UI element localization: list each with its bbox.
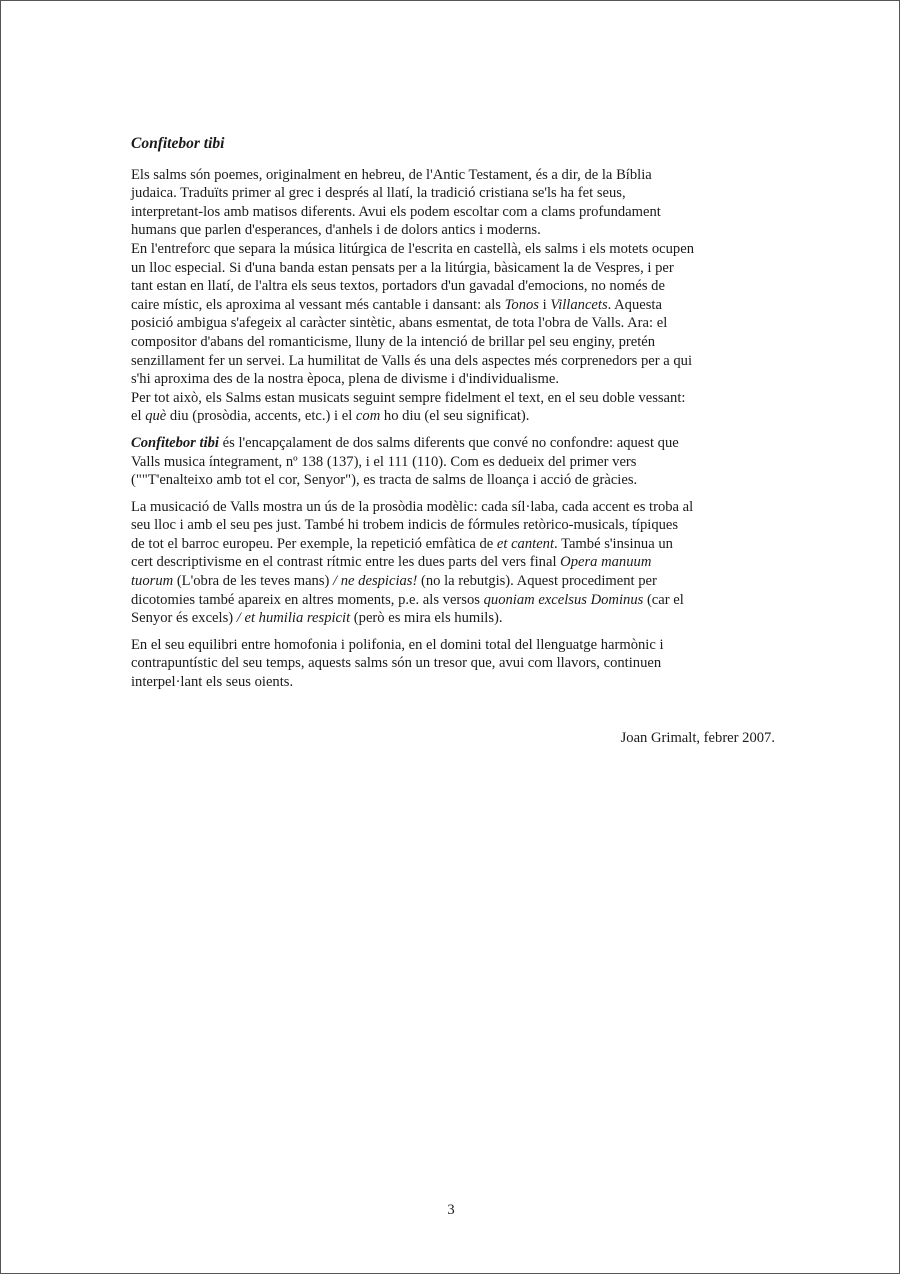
italic-term-villancets: Villancets xyxy=(550,296,608,313)
paragraph-4 xyxy=(131,636,775,692)
italic-latin-phrase: Opera manuum xyxy=(560,554,652,571)
text-line: interpretant-los amb matisos diferents. Avui els podem escoltar com a clams profundament xyxy=(131,203,661,220)
italic-latin-phrase: / ne despicias! xyxy=(333,573,418,590)
text-run: (L'obra de les teves mans) xyxy=(173,573,334,590)
text-line xyxy=(131,591,775,610)
text-run: (però es mira els humils). xyxy=(350,610,503,627)
text-line: compositor d'abans del romanticisme, lluny de la intenció de brillar pel seu enginy, pretén xyxy=(131,333,656,350)
text-run: cert descriptivisme en el contrast rítmic entre les dues parts del vers final xyxy=(131,554,561,571)
text-line: interpel·lant els seus oients. xyxy=(131,674,294,691)
text-line xyxy=(131,553,775,572)
text-run: (car el xyxy=(643,591,684,608)
paragraph-3 xyxy=(131,498,775,628)
text-line: Per tot això, els Salms estan musicats seguint sempre fidelment el text, en el seu doble vessant: xyxy=(131,389,686,406)
text-line xyxy=(131,572,775,591)
text-line: En el seu equilibri entre homofonia i polifonia, en el domini total del llenguatge harmònic i xyxy=(131,636,664,653)
text-line: La musicació de Valls mostra un ús de la prosòdia modèlic: cada síl·laba, cada accent es troba al xyxy=(131,498,694,515)
text-line: contrapuntístic del seu temps, aquests salms són un tresor que, avui com llavors, continuen xyxy=(131,655,662,672)
italic-term-tonos: Tonos xyxy=(504,296,539,313)
italic-term-com: com xyxy=(355,408,381,425)
text-line: senzillament fer un servei. La humilitat de Valls és una dels aspectes més corprenedors per a qui xyxy=(131,352,692,369)
paragraph-2 xyxy=(131,434,775,490)
text-line: Valls musica íntegrament, nº 138 (137), i el 111 (110). Com es dedueix del primer vers xyxy=(131,453,637,470)
text-run: el xyxy=(131,408,146,425)
text-line xyxy=(131,407,775,426)
text-run: . També s'insinua un xyxy=(554,535,673,552)
text-line xyxy=(131,609,775,628)
text-line: un lloc especial. Si d'una banda estan pensats per a la litúrgia, bàsicament la de Vespres, i per xyxy=(131,259,674,276)
text-run: és l'encapçalament de dos salms diferents que convé no confondre: aquest que xyxy=(218,434,679,451)
page-number: 3 xyxy=(447,1202,455,1218)
text-line: Els salms són poemes, originalment en hebreu, de l'Antic Testament, és a dir, de la Bíblia xyxy=(131,166,652,183)
document-body xyxy=(131,135,775,747)
text-run: i xyxy=(539,296,551,313)
text-line xyxy=(131,535,775,554)
text-run: dicotomies també apareix en altres moments, p.e. als versos xyxy=(131,591,484,608)
author-signature: Joan Grimalt, febrer 2007. xyxy=(620,729,775,746)
text-run: de tot el barroc europeu. Per exemple, la repetició emfàtica de xyxy=(131,535,497,552)
text-line: posició ambigua s'afegeix al caràcter sintètic, abans esmentat, de tota l'obra de Valls. Ara: el xyxy=(131,315,668,332)
text-line: humans que parlen d'esperances, d'anhels i de dolors antics i moderns. xyxy=(131,222,541,239)
italic-latin-phrase: quoniam excelsus Dominus xyxy=(483,591,644,608)
text-line xyxy=(131,296,775,315)
text-run: caire místic, els aproxima al vessant més cantable i dansant: als xyxy=(131,296,505,313)
text-run: (no la rebutgis). Aquest procediment per xyxy=(417,573,657,590)
text-run: Senyor és excels) xyxy=(131,610,237,627)
bold-italic-title-ref: Confitebor tibi xyxy=(131,434,219,451)
text-line: judaica. Traduïts primer al grec i després al llatí, la tradició cristiana se'ls ha fet seus, xyxy=(131,185,626,202)
italic-term-que: què xyxy=(145,408,167,425)
italic-latin-phrase: et cantent xyxy=(496,535,555,552)
text-line: (""T'enalteixo amb tot el cor, Senyor"), es tracta de salms de lloança i acció de gràcies. xyxy=(131,472,638,489)
text-run: . Aquesta xyxy=(607,296,662,313)
text-line xyxy=(131,434,775,453)
text-line: seu lloc i amb el seu pes just. També hi trobem indicis de fórmules retòrico-musicals, típiques xyxy=(131,517,679,534)
italic-latin-phrase: / et humilia respicit xyxy=(236,610,351,627)
text-run: diu (prosòdia, accents, etc.) i el xyxy=(166,408,356,425)
text-run: ho diu (el seu significat). xyxy=(380,408,530,425)
text-line: s'hi aproxima des de la nostra època, plena de divisme i d'individualisme. xyxy=(131,371,559,388)
paragraph-1 xyxy=(131,166,775,426)
text-line: En l'entreforc que separa la música litúrgica de l'escrita en castellà, els salms i els motets ocupen xyxy=(131,240,694,257)
section-title: Confitebor tibi xyxy=(131,135,225,152)
text-line: tant estan en llatí, de l'altra els seus textos, portadors d'un gavadal d'emocions, no només de xyxy=(131,278,665,295)
italic-latin-phrase: tuorum xyxy=(131,573,174,590)
